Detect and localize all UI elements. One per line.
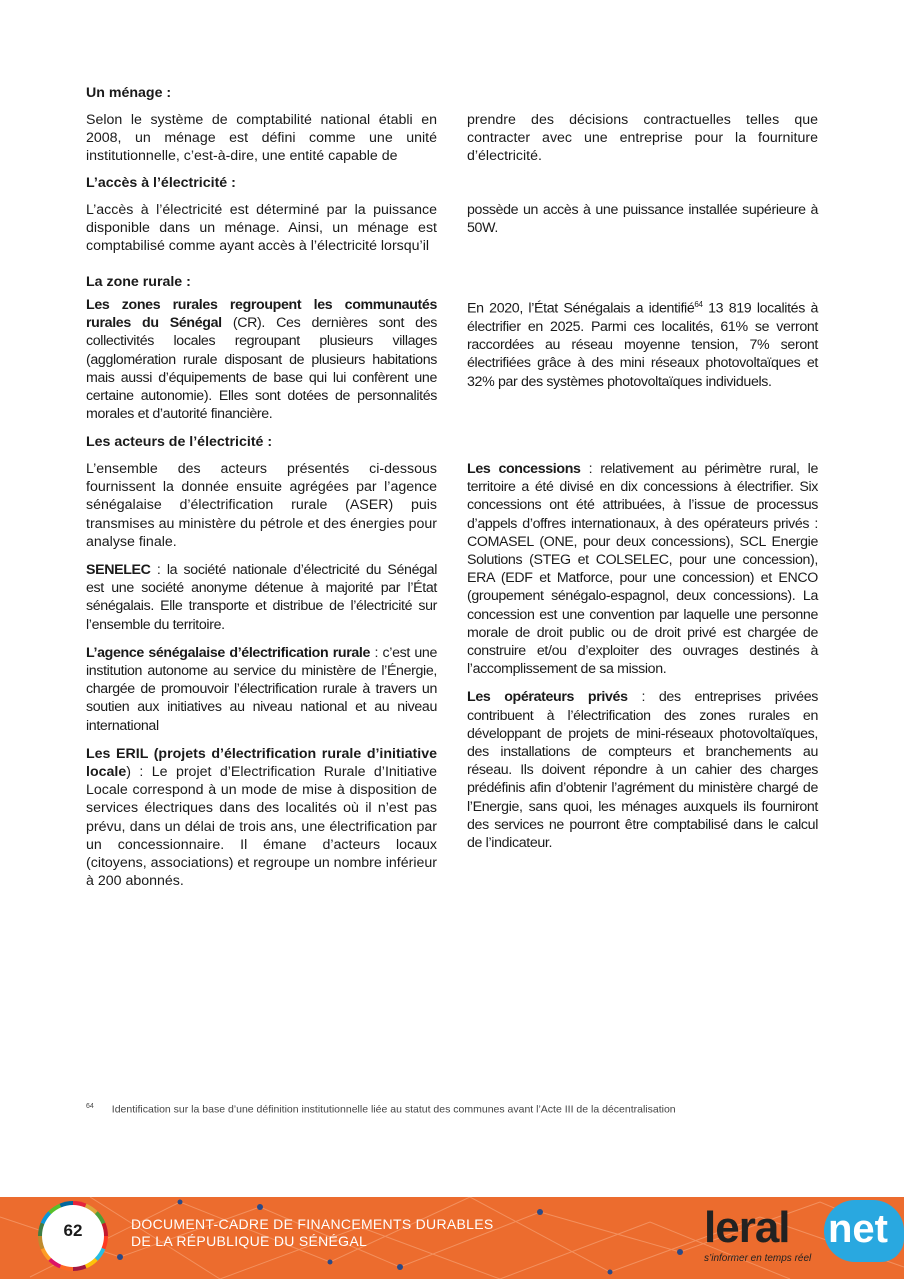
- menage-right-text: prendre des décisions contractuelles telles que contracter avec une entreprise pour la fourniture d’électricité.: [467, 112, 818, 165]
- acteurs-right-column: [467, 460, 818, 852]
- heading-acteurs: Les acteurs de l’électricité :: [86, 434, 273, 450]
- page-number: 62: [63, 1221, 83, 1240]
- acces-left-text: L’accès à l’électricité est déterminé par la puissance disponible dans un ménage. Ainsi, un ménage est comptabilisé comme ayant accès à l’électricité lorsqu’il: [86, 202, 437, 255]
- heading-zone-rurale: La zone rurale :: [86, 274, 191, 290]
- agence-bold: L’agence sénégalaise d’électrification rurale: [86, 644, 371, 661]
- rurale-right-a: En 2020, l’État Sénégalais a identifié: [467, 300, 695, 317]
- document-title-line1: DOCUMENT-CADRE DE FINANCEMENTS DURABLES: [131, 1216, 494, 1232]
- footnote-number: 64: [86, 1103, 94, 1110]
- operateurs-paragraph: [467, 688, 818, 852]
- senelec-bold: SENELEC: [86, 562, 151, 579]
- heading-acces: L’accès à l’électricité :: [86, 175, 236, 191]
- eril-bold: Les ERIL (projets d’électrification rurale d’initiative locale: [86, 745, 437, 781]
- acteurs-intro: L’ensemble des acteurs présentés ci-dessous fournissent la donnée ensuite agrégées par l’agence sénégalaise d’électrification rurale (ASER) puis transmises au ministère du pétrole et des énergies pour analyse finale.: [86, 461, 437, 550]
- rurale-bold-lead: Les zones rurales regroupent les communautés rurales du Sénégal: [86, 297, 437, 332]
- footnote-ref-64[interactable]: 64: [694, 300, 703, 309]
- document-title: [131, 1216, 494, 1250]
- eril-rest: ) : Le projet d’Electrification Rurale d’Initiative Locale correspond à un mode de mise à disposition de services électriques dans des localités où il n’est pas prévu, dans un délai de trois ans, une électrification par un concessionnaire. Il émane d’acteurs locaux (citoyens, associations) et regroupe un nombre inférieur à 200 abonnés.: [86, 764, 437, 890]
- rurale-right-b: 13 819 localités à électrifier en 2025. Parmi ces localités, 61% se verront raccordées au réseau moyenne tension, 7% seront électrifiées grâce à des mini réseaux photovoltaïques et 32% par des systèmes photovoltaïques individuels.: [467, 300, 818, 390]
- operateurs-rest: : des entreprises privées contribuent à l’électrification des zones rurales en développant de projets de mini-réseaux photovoltaïques, des installations de compteurs et branchements au réseau. Ils doivent répondre à un cahier des charges prédéfinis afin d’obtenir l’agrément du ministère chargé de l’Energie, sans quoi, les ménages auxquels ils fourniront des services ne pourront être comptabilisé dans le calcul de l’indicateur.: [467, 689, 819, 852]
- footnote: [86, 1103, 676, 1116]
- concessions-bold: Les concessions: [467, 461, 581, 477]
- logo-word-leral: leral: [704, 1203, 790, 1252]
- eril-paragraph: [86, 745, 437, 891]
- heading-menage: Un ménage :: [86, 85, 172, 101]
- footnote-text: Identification sur la base d’une définition institutionnelle liée au statut des communes avant l’Acte III de la décentralisation: [111, 1103, 676, 1116]
- rurale-left-rest: (CR). Ces dernières sont des collectivités locales regroupant plusieurs villages (agglomération rurale disposant de plusieurs habitations mais aussi d’équipements de base qui lui confèrent une certaine autonomie). Elles sont dotées de personnalités morales et d’autorité financière.: [86, 315, 437, 423]
- document-title-line2: DE LA RÉPUBLIQUE DU SÉNÉGAL: [131, 1233, 368, 1249]
- menage-left-text: Selon le système de comptabilité national établi en 2008, un ménage est défini comme une unité institutionnelle, c’est-à-dire, une entité capable de: [86, 112, 437, 165]
- concessions-paragraph: [467, 460, 818, 678]
- agence-paragraph: [86, 644, 437, 735]
- acteurs-left-column: [86, 460, 437, 890]
- operateurs-bold: Les opérateurs privés: [467, 689, 628, 706]
- concessions-rest: : relativement au périmètre rural, le territoire a été divisé en dix concessions à électrifier. Six concessions ont été attribuées, à l’issue de processus d’appels d’offres internationaux, à des opérateurs privés : COMASEL (ONE, pour deux concessions), SCL Energie Solutions (STEG et COLSELEC, pour une concession), ERA (EDF et Matforce, pour une concession) et ENCO (groupement sénégalo-espagnol, deux concessions). La concession est une convention par laquelle une personne morale de droit public ou de droit privé est chargée de construire et/ou d’exploiter des ouvrages destinés à l’accomplissement de sa mission.: [467, 461, 819, 678]
- logo-tagline: s’informer en temps réel: [704, 1253, 812, 1264]
- agence-rest: : c’est une institution autonome au service du ministère de l’Énergie, chargée de promouvoir l’électrification rurale à travers un soutien aux initiatives au niveau national et au niveau international: [86, 644, 437, 734]
- senelec-rest: : la société nationale d’électricité du Sénégal est une société anonyme détenue à majorité par l’État sénégalais. Elle transporte et distribue de l’électricité sur l’ensemble du territoire.: [86, 562, 437, 633]
- acces-right-text: possède un accès à une puissance installée supérieure à 50W.: [467, 202, 818, 237]
- rurale-right-text: [467, 296, 818, 391]
- senelec-paragraph: [86, 561, 437, 634]
- leral-net-logo[interactable]: [704, 1200, 904, 1279]
- rurale-left-text: [86, 296, 437, 423]
- logo-word-net: net: [828, 1207, 888, 1251]
